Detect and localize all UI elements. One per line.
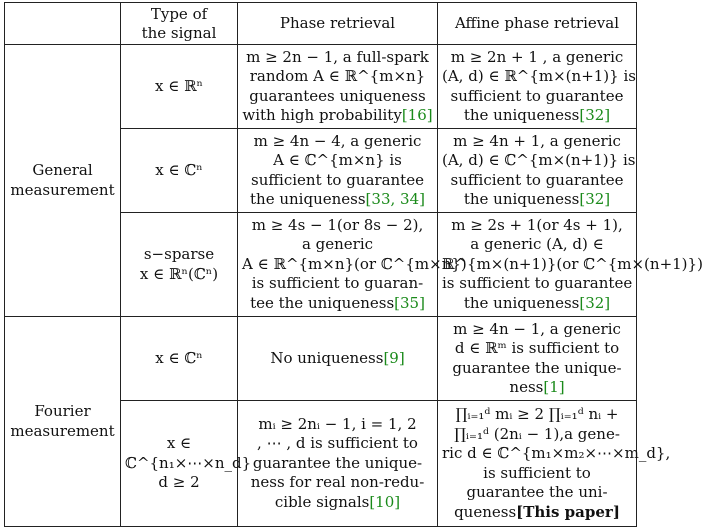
table-row [5,317,637,401]
signal-cell: x ∈ ℂⁿ [121,129,238,213]
citation-link[interactable]: [1] [543,378,565,396]
group-label-fourier: Fourier measurement [5,317,121,527]
affine-cell: m ≥ 2n + 1 , a generic (A, d) ∈ ℝ^{m×(n+1)} is sufficient to guarantee the uniqueness[32] [438,45,637,129]
signal-cell: s−sparse x ∈ ℝⁿ(ℂⁿ) [121,213,238,317]
citation-link[interactable]: [35] [394,293,425,312]
phase-cell: No uniqueness[9] [238,317,438,401]
phase-cell: mᵢ ≥ 2nᵢ − 1, i = 1, 2 , ⋯ , d is sufficient to guarantee the unique- ness for real non-redu- cible signals[10] [238,401,438,527]
affine-cell: m ≥ 4n − 1, a generic d ∈ ℝᵐ is sufficient to guarantee the unique- ness[1] [438,317,637,401]
citation-link[interactable]: [10] [369,492,401,511]
header-phase-retrieval: Phase retrieval [238,3,438,45]
header-row [5,3,637,45]
signal-cell: x ∈ ℝⁿ [121,45,238,129]
table-row [5,45,637,129]
header-type-of-signal: Type of the signal [121,3,238,45]
affine-cell: m ≥ 2s + 1(or 4s + 1), a generic (A, d) ∈ ℝ^{m×(n+1)}(or ℂ^{m×(n+1)}) is sufficient to guarantee the uniqueness[32] [438,213,637,317]
signal-cell: x ∈ ℂ^{n₁×⋯×n_d} d ≥ 2 [121,401,238,527]
comparison-table [4,2,703,527]
header-affine-phase-retrieval: Affine phase retrieval [438,3,637,45]
affine-cell: ∏ᵢ₌₁ᵈ mᵢ ≥ 2 ∏ᵢ₌₁ᵈ nᵢ + ∏ᵢ₌₁ᵈ (2nᵢ − 1),a gene- ric d ∈ ℂ^{m₁×m₂×⋯×m_d}, is sufficient to guarantee the uni- queness[This paper] [438,401,637,527]
citation-link[interactable]: [16] [401,106,433,124]
citation-link[interactable]: [32] [579,106,611,124]
phase-cell: m ≥ 4n − 4, a generic A ∈ ℂ^{m×n} is sufficient to guarantee the uniqueness[33, 34] [238,129,438,213]
citation-link[interactable]: [33, 34] [365,190,425,208]
group-label-general: General measurement [5,45,121,317]
phase-cell: m ≥ 2n − 1, a full-spark random A ∈ ℝ^{m×n} guarantees uniqueness with high probability[16] [238,45,438,129]
phase-cell: m ≥ 4s − 1(or 8s − 2), a generic A ∈ ℝ^{m×n}(or ℂ^{m×n}) is sufficient to guaran- tee the uniqueness[35] [238,213,438,317]
affine-cell: m ≥ 4n + 1, a generic (A, d) ∈ ℂ^{m×(n+1)} is sufficient to guarantee the uniqueness[32] [438,129,637,213]
signal-cell: x ∈ ℂⁿ [121,317,238,401]
citation-link[interactable]: [32] [579,190,611,208]
citation-link[interactable]: [32] [579,293,611,312]
this-paper-citation: [This paper] [516,502,620,521]
citation-link[interactable]: [9] [383,348,405,367]
header-empty-cell [5,3,121,45]
